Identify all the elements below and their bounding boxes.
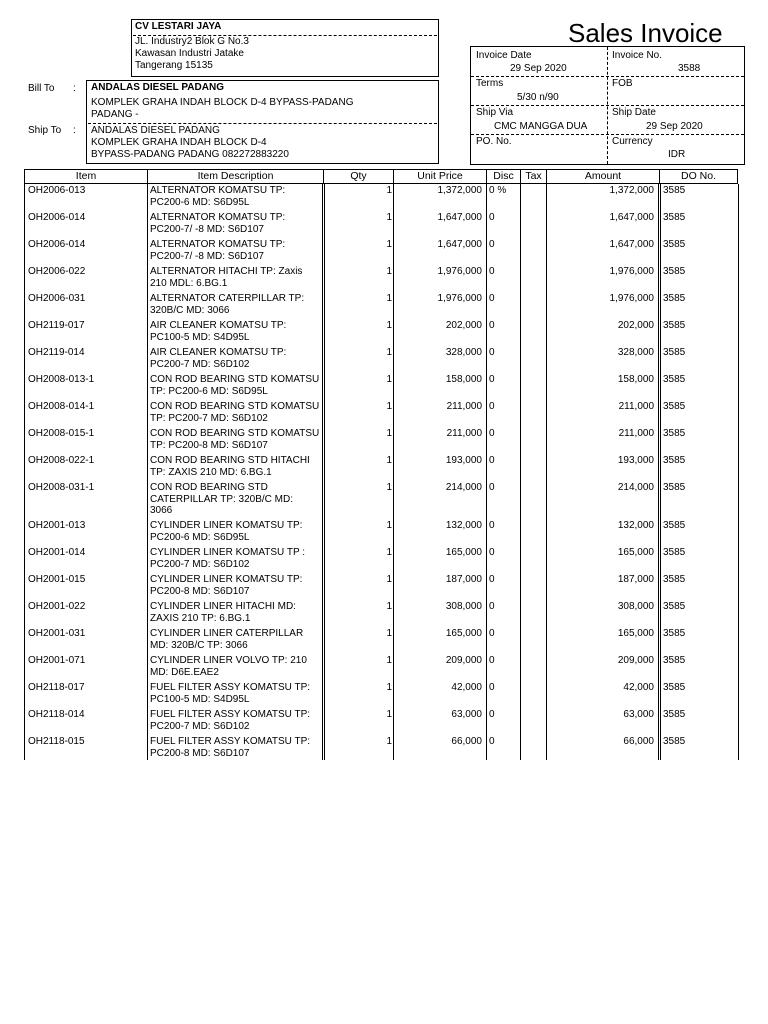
cell-unit-price: 132,000 bbox=[445, 520, 482, 531]
cell-item: OH2008-031-1 bbox=[28, 482, 95, 493]
cell-unit-price: 1,372,000 bbox=[437, 185, 482, 196]
cell-item: OH2118-017 bbox=[28, 682, 85, 693]
cell-unit-price: 66,000 bbox=[451, 736, 482, 747]
cell-qty: 1 bbox=[386, 655, 392, 666]
cell-amount: 193,000 bbox=[617, 455, 654, 466]
cell-qty: 1 bbox=[386, 239, 392, 250]
header-disc: Disc bbox=[486, 169, 521, 184]
cell-disc: 0 bbox=[489, 401, 495, 412]
cell-description bbox=[150, 736, 326, 759]
cell-amount: 211,000 bbox=[618, 428, 654, 439]
cell-unit-price: 187,000 bbox=[445, 574, 482, 585]
document-title: Sales Invoice bbox=[568, 18, 723, 48]
cell-do-no: 3585 bbox=[663, 320, 686, 331]
currency-label: Currency bbox=[612, 136, 653, 147]
cell-amount: 42,000 bbox=[623, 682, 654, 693]
cell-unit-price: 158,000 bbox=[445, 374, 482, 385]
description-line: TP: PC200-8 MD: S6D107 bbox=[150, 439, 268, 451]
cell-unit-price: 165,000 bbox=[445, 628, 482, 639]
bill-to-name: ANDALAS DIESEL PADANG bbox=[91, 82, 224, 93]
cell-qty: 1 bbox=[386, 347, 392, 358]
company-address-1: JL. Industry2 Blok G No.3 bbox=[135, 36, 249, 47]
ship-date-value: 29 Sep 2020 bbox=[646, 121, 703, 132]
cell-description bbox=[150, 293, 326, 316]
cell-qty: 1 bbox=[386, 628, 392, 639]
header-amount: Amount bbox=[546, 169, 660, 184]
cell-disc: 0 bbox=[489, 239, 495, 250]
cell-description bbox=[150, 709, 326, 732]
description-line: CON ROD BEARING STD KOMATSU bbox=[150, 374, 320, 385]
cell-description bbox=[150, 628, 326, 651]
cell-unit-price: 42,000 bbox=[451, 682, 482, 693]
cell-qty: 1 bbox=[386, 736, 392, 747]
cell-qty: 1 bbox=[386, 601, 392, 612]
description-line: PC100-5 MD: S4D95L bbox=[150, 693, 250, 705]
cell-do-no: 3585 bbox=[663, 628, 686, 639]
description-line: ZAXIS 210 TP: 6.BG.1 bbox=[150, 612, 251, 624]
cell-description bbox=[150, 482, 326, 517]
description-line: CYLINDER LINER VOLVO TP: 210 bbox=[150, 655, 307, 666]
description-line: PC200-7 MD: S6D102 bbox=[150, 358, 250, 370]
cell-qty: 1 bbox=[386, 455, 392, 466]
cell-do-no: 3585 bbox=[663, 374, 686, 385]
cell-amount: 1,976,000 bbox=[609, 266, 654, 277]
cell-unit-price: 202,000 bbox=[445, 320, 482, 331]
company-address-2: Kawasan Industri Jatake bbox=[135, 48, 244, 59]
description-line: CON ROD BEARING STD KOMATSU bbox=[150, 401, 320, 412]
cell-disc: 0 bbox=[489, 547, 495, 558]
cell-unit-price: 1,976,000 bbox=[437, 293, 482, 304]
cell-description bbox=[150, 320, 326, 343]
cell-item: OH2118-014 bbox=[28, 709, 85, 720]
cell-disc: 0 bbox=[489, 347, 495, 358]
cell-description bbox=[150, 212, 326, 235]
cell-item: OH2001-015 bbox=[28, 574, 86, 585]
description-line: PC200-7/ -8 MD: S6D107 bbox=[150, 250, 264, 262]
cell-amount: 209,000 bbox=[617, 655, 654, 666]
cell-qty: 1 bbox=[386, 212, 392, 223]
header-tax: Tax bbox=[520, 169, 547, 184]
cell-do-no: 3585 bbox=[663, 601, 686, 612]
description-line: CON ROD BEARING STD bbox=[150, 482, 268, 493]
cell-amount: 165,000 bbox=[617, 547, 654, 558]
cell-amount: 1,647,000 bbox=[609, 212, 654, 223]
cell-do-no: 3585 bbox=[663, 736, 686, 747]
cell-description bbox=[150, 347, 326, 370]
description-line: FUEL FILTER ASSY KOMATSU TP: bbox=[150, 736, 311, 747]
cell-item: OH2008-015-1 bbox=[28, 428, 95, 439]
description-line: 320B/C MD: 3066 bbox=[150, 304, 230, 316]
cell-item: OH2006-031 bbox=[28, 293, 86, 304]
cell-item: OH2006-013 bbox=[28, 185, 86, 196]
description-line: PC200-6 MD: S6D95L bbox=[150, 196, 250, 208]
cell-amount: 202,000 bbox=[617, 320, 654, 331]
cell-unit-price: 209,000 bbox=[445, 655, 482, 666]
cell-item: OH2008-014-1 bbox=[28, 401, 95, 412]
description-line: TP: ZAXIS 210 MD: 6.BG.1 bbox=[150, 466, 272, 478]
description-line: FUEL FILTER ASSY KOMATSU TP: bbox=[150, 682, 311, 693]
description-line: AIR CLEANER KOMATSU TP: bbox=[150, 347, 287, 358]
cell-item: OH2001-014 bbox=[28, 547, 86, 558]
cell-do-no: 3585 bbox=[663, 574, 686, 585]
cell-qty: 1 bbox=[386, 401, 392, 412]
header-item: Item bbox=[24, 169, 148, 184]
invoice-date-value: 29 Sep 2020 bbox=[510, 63, 567, 74]
description-line: ALTERNATOR KOMATSU TP: bbox=[150, 185, 286, 196]
cell-description bbox=[150, 374, 326, 397]
cell-amount: 165,000 bbox=[617, 628, 654, 639]
bill-to-colon: : bbox=[73, 83, 76, 94]
cell-do-no: 3585 bbox=[663, 401, 686, 412]
cell-disc: 0 bbox=[489, 320, 495, 331]
cell-disc: 0 bbox=[489, 293, 495, 304]
cell-item: OH2006-014 bbox=[28, 239, 86, 250]
description-line: CON ROD BEARING STD KOMATSU bbox=[150, 428, 320, 439]
cell-disc: 0 bbox=[489, 628, 495, 639]
cell-amount: 211,000 bbox=[618, 401, 654, 412]
cell-qty: 1 bbox=[386, 482, 392, 493]
description-line: PC200-7 MD: S6D102 bbox=[150, 720, 250, 732]
description-line: ALTERNATOR CATERPILLAR TP: bbox=[150, 293, 305, 304]
description-line: 210 MDL: 6.BG.1 bbox=[150, 277, 228, 289]
cell-unit-price: 211,000 bbox=[446, 401, 482, 412]
description-line: ALTERNATOR KOMATSU TP: bbox=[150, 212, 286, 223]
cell-disc: 0 bbox=[489, 736, 495, 747]
cell-qty: 1 bbox=[386, 374, 392, 385]
invoice-no-value: 3588 bbox=[678, 63, 701, 74]
cell-description bbox=[150, 682, 326, 705]
cell-disc: 0 bbox=[489, 520, 495, 531]
cell-qty: 1 bbox=[386, 428, 392, 439]
cell-unit-price: 214,000 bbox=[445, 482, 482, 493]
bill-to-label: Bill To bbox=[28, 83, 55, 94]
cell-description bbox=[150, 455, 326, 478]
cell-do-no: 3585 bbox=[663, 455, 686, 466]
cell-qty: 1 bbox=[386, 185, 392, 196]
cell-item: OH2001-031 bbox=[28, 628, 86, 639]
cell-amount: 214,000 bbox=[617, 482, 654, 493]
description-line: CYLINDER LINER HITACHI MD: bbox=[150, 601, 296, 612]
invoice-date-label: Invoice Date bbox=[476, 50, 532, 61]
cell-item: OH2008-013-1 bbox=[28, 374, 95, 385]
cell-unit-price: 1,647,000 bbox=[437, 239, 482, 250]
cell-disc: 0 bbox=[489, 266, 495, 277]
ship-via-value: CMC MANGGA DUA bbox=[494, 121, 588, 132]
cell-item: OH2118-015 bbox=[28, 736, 85, 747]
company-address-3: Tangerang 15135 bbox=[135, 60, 213, 71]
cell-qty: 1 bbox=[386, 682, 392, 693]
cell-disc: 0 bbox=[489, 601, 495, 612]
description-line: FUEL FILTER ASSY KOMATSU TP: bbox=[150, 709, 311, 720]
header-do-no: DO No. bbox=[659, 169, 738, 184]
description-line: MD: 320B/C TP: 3066 bbox=[150, 639, 248, 651]
terms-value: 5/30 n/90 bbox=[517, 92, 559, 103]
cell-unit-price: 308,000 bbox=[445, 601, 482, 612]
cell-disc: 0 bbox=[489, 455, 495, 466]
ship-to-line-2: BYPASS-PADANG PADANG 082272883220 bbox=[91, 149, 289, 160]
header-description: Item Description bbox=[147, 169, 324, 184]
cell-do-no: 3585 bbox=[663, 239, 686, 250]
description-line: PC200-6 MD: S6D95L bbox=[150, 531, 250, 543]
description-line: TP: PC200-6 MD: S6D95L bbox=[150, 385, 268, 397]
cell-do-no: 3585 bbox=[663, 293, 686, 304]
cell-item: OH2001-071 bbox=[28, 655, 86, 666]
cell-amount: 1,976,000 bbox=[609, 293, 654, 304]
description-line: AIR CLEANER KOMATSU TP: bbox=[150, 320, 287, 331]
cell-item: OH2006-014 bbox=[28, 212, 86, 223]
po-no-label: PO. No. bbox=[476, 136, 512, 147]
cell-item: OH2119-014 bbox=[28, 347, 85, 358]
cell-item: OH2006-022 bbox=[28, 266, 86, 277]
cell-unit-price: 1,976,000 bbox=[437, 266, 482, 277]
header-qty: Qty bbox=[323, 169, 394, 184]
ship-to-line-1: KOMPLEK GRAHA INDAH BLOCK D-4 bbox=[91, 137, 267, 148]
company-name: CV LESTARI JAYA bbox=[135, 21, 222, 32]
ship-date-label: Ship Date bbox=[612, 107, 656, 118]
cell-qty: 1 bbox=[386, 709, 392, 720]
invoice-no-label: Invoice No. bbox=[612, 50, 663, 61]
cell-do-no: 3585 bbox=[663, 547, 686, 558]
bill-to-line-2: PADANG - bbox=[91, 109, 139, 120]
cell-qty: 1 bbox=[386, 574, 392, 585]
cell-unit-price: 1,647,000 bbox=[437, 212, 482, 223]
cell-disc: 0 % bbox=[489, 185, 507, 196]
cell-do-no: 3585 bbox=[663, 266, 686, 277]
cell-disc: 0 bbox=[489, 682, 495, 693]
cell-description bbox=[150, 601, 326, 624]
description-line: 3066 bbox=[150, 505, 173, 516]
cell-unit-price: 63,000 bbox=[451, 709, 482, 720]
cell-disc: 0 bbox=[489, 428, 495, 439]
fob-label: FOB bbox=[612, 78, 633, 89]
description-line: ALTERNATOR HITACHI TP: Zaxis bbox=[150, 266, 303, 277]
cell-unit-price: 211,000 bbox=[446, 428, 482, 439]
description-line: CATERPILLAR TP: 320B/C MD: bbox=[150, 493, 294, 505]
cell-amount: 1,372,000 bbox=[609, 185, 654, 196]
ship-to-colon: : bbox=[73, 125, 76, 136]
cell-disc: 0 bbox=[489, 574, 495, 585]
cell-disc: 0 bbox=[489, 709, 495, 720]
description-line: TP: PC200-7 MD: S6D102 bbox=[150, 412, 268, 424]
cell-amount: 1,647,000 bbox=[609, 239, 654, 250]
cell-do-no: 3585 bbox=[663, 212, 686, 223]
description-line: MD: D6E.EAE2 bbox=[150, 666, 219, 678]
cell-qty: 1 bbox=[386, 293, 392, 304]
cell-description bbox=[150, 239, 326, 262]
cell-do-no: 3585 bbox=[663, 347, 686, 358]
cell-amount: 158,000 bbox=[617, 374, 654, 385]
cell-disc: 0 bbox=[489, 655, 495, 666]
description-line: CON ROD BEARING STD HITACHI bbox=[150, 455, 310, 466]
cell-item: OH2001-013 bbox=[28, 520, 86, 531]
description-line: PC100-5 MD: S4D95L bbox=[150, 331, 250, 343]
description-line: CYLINDER LINER KOMATSU TP: bbox=[150, 574, 303, 585]
description-line: ALTERNATOR KOMATSU TP: bbox=[150, 239, 286, 250]
header-unit-price: Unit Price bbox=[393, 169, 487, 184]
cell-qty: 1 bbox=[386, 266, 392, 277]
description-line: CYLINDER LINER KOMATSU TP : bbox=[150, 547, 306, 558]
cell-description bbox=[150, 574, 326, 597]
cell-item: OH2001-022 bbox=[28, 601, 86, 612]
bill-to-line-1: KOMPLEK GRAHA INDAH BLOCK D-4 BYPASS-PADANG bbox=[91, 97, 354, 108]
cell-description bbox=[150, 401, 326, 424]
cell-amount: 132,000 bbox=[617, 520, 654, 531]
cell-amount: 308,000 bbox=[617, 601, 654, 612]
cell-disc: 0 bbox=[489, 212, 495, 223]
cell-amount: 63,000 bbox=[623, 709, 654, 720]
cell-do-no: 3585 bbox=[663, 428, 686, 439]
cell-do-no: 3585 bbox=[663, 482, 686, 493]
description-line: CYLINDER LINER KOMATSU TP: bbox=[150, 520, 303, 531]
ship-to-label: Ship To bbox=[28, 125, 62, 136]
ship-via-label: Ship Via bbox=[476, 107, 514, 118]
cell-do-no: 3585 bbox=[663, 520, 686, 531]
terms-label: Terms bbox=[476, 78, 504, 89]
description-line: CYLINDER LINER CATERPILLAR bbox=[150, 628, 304, 639]
cell-disc: 0 bbox=[489, 482, 495, 493]
description-line: PC200-8 MD: S6D107 bbox=[150, 585, 250, 597]
cell-do-no: 3585 bbox=[663, 185, 686, 196]
cell-amount: 187,000 bbox=[617, 574, 654, 585]
cell-qty: 1 bbox=[386, 320, 392, 331]
ship-to-name: ANDALAS DIESEL PADANG bbox=[91, 125, 220, 136]
cell-description bbox=[150, 185, 326, 208]
description-line: PC200-7/ -8 MD: S6D107 bbox=[150, 223, 264, 235]
cell-do-no: 3585 bbox=[663, 709, 686, 720]
currency-value: IDR bbox=[668, 149, 686, 160]
cell-disc: 0 bbox=[489, 374, 495, 385]
cell-description bbox=[150, 428, 326, 451]
cell-unit-price: 328,000 bbox=[445, 347, 482, 358]
cell-description bbox=[150, 655, 326, 678]
cell-amount: 328,000 bbox=[617, 347, 654, 358]
description-line: PC200-7 MD: S6D102 bbox=[150, 558, 250, 570]
cell-qty: 1 bbox=[386, 520, 392, 531]
cell-qty: 1 bbox=[386, 547, 392, 558]
cell-description bbox=[150, 547, 326, 570]
cell-do-no: 3585 bbox=[663, 655, 686, 666]
cell-description bbox=[150, 266, 326, 289]
cell-unit-price: 193,000 bbox=[445, 455, 482, 466]
cell-item: OH2119-017 bbox=[28, 320, 85, 331]
table-header bbox=[24, 169, 738, 184]
cell-do-no: 3585 bbox=[663, 682, 686, 693]
cell-amount: 66,000 bbox=[623, 736, 654, 747]
description-line: PC200-8 MD: S6D107 bbox=[150, 747, 250, 759]
cell-description bbox=[150, 520, 326, 543]
cell-item: OH2008-022-1 bbox=[28, 455, 95, 466]
cell-unit-price: 165,000 bbox=[445, 547, 482, 558]
